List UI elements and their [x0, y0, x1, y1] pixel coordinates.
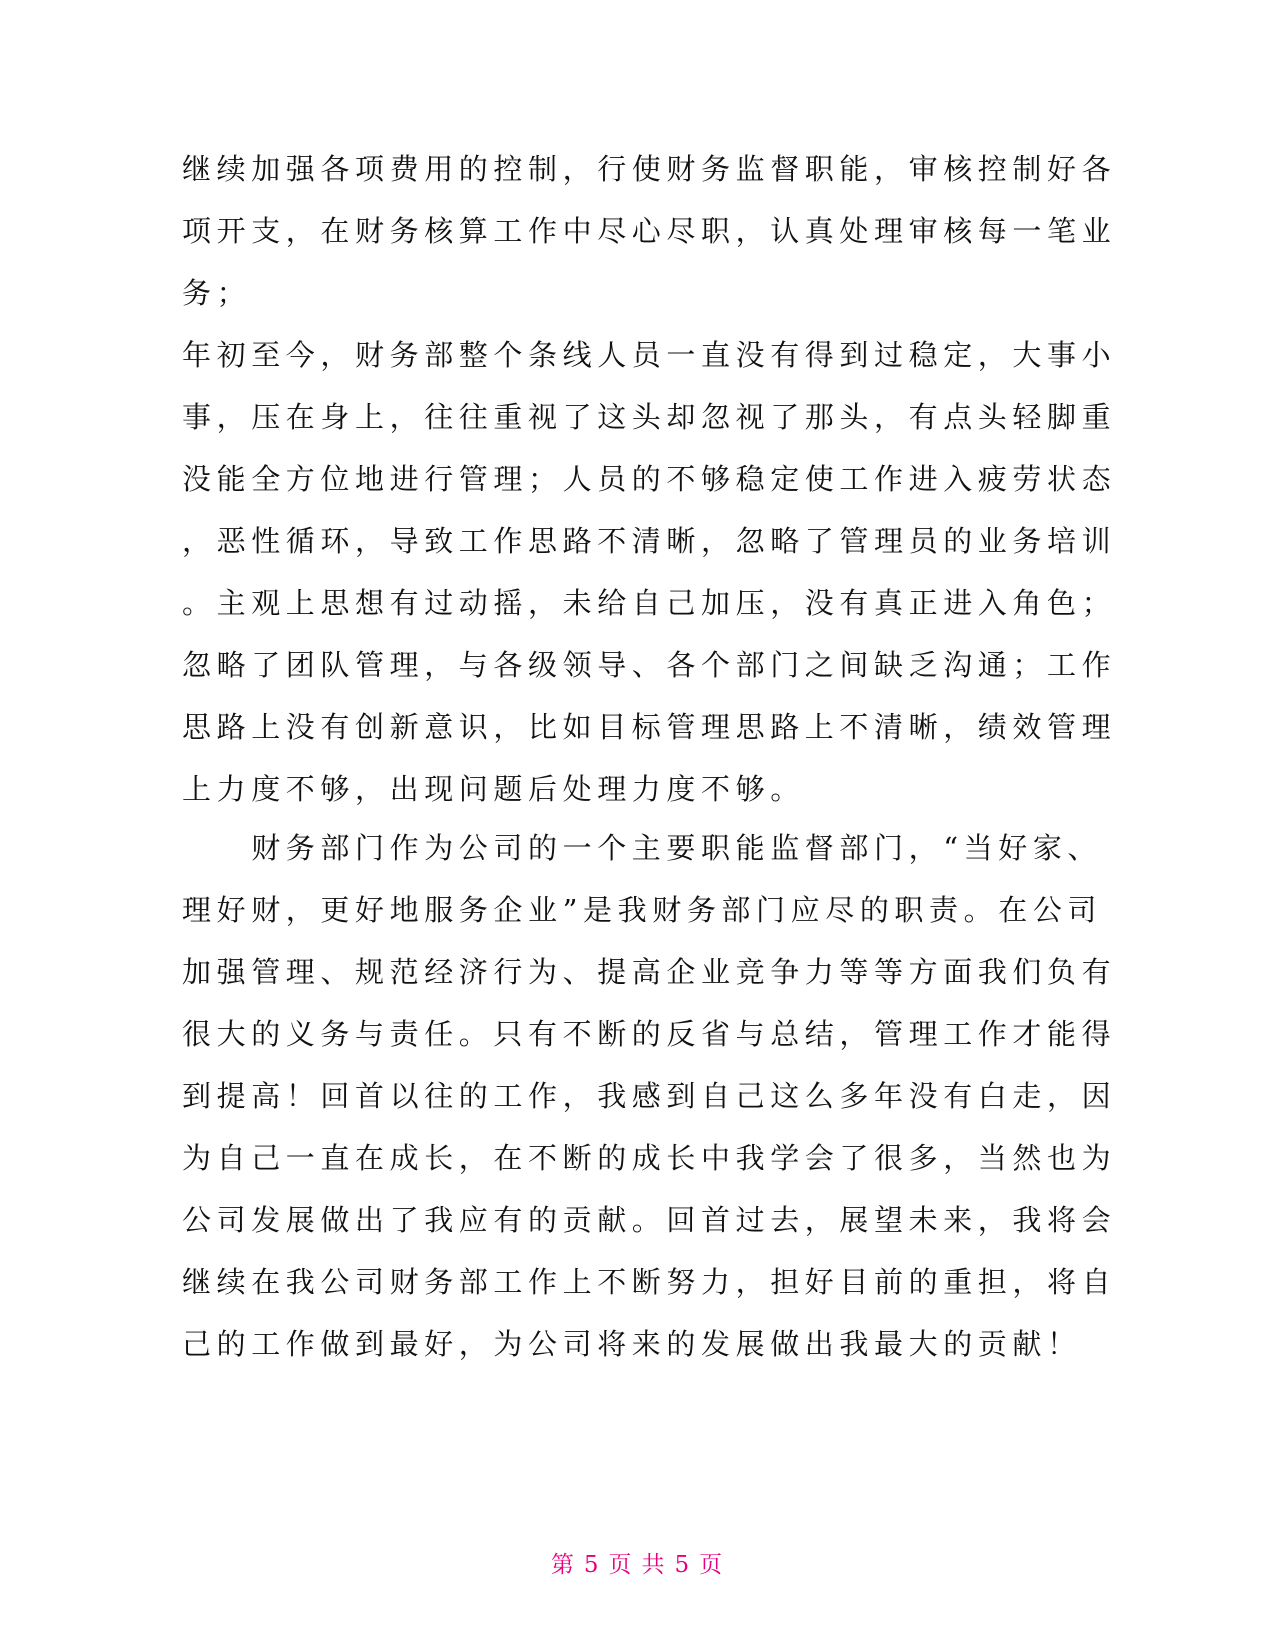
footer-page-word: 页 [608, 1552, 634, 1578]
footer-total-word: 共 [641, 1552, 667, 1578]
text-line: 思路上没有创新意识，比如目标管理思路上不清晰，绩效管理 [182, 710, 1117, 744]
paragraph-block-1 [182, 138, 1117, 820]
footer-prefix: 第 [550, 1552, 576, 1578]
footer-total-pages: 5 [674, 1552, 692, 1578]
footer-current-page: 5 [583, 1552, 601, 1578]
text-line: 到提高！回首以往的工作，我感到自己这么多年没有白走，因 [182, 1079, 1117, 1113]
text-line: ，恶性循环，导致工作思路不清晰，忽略了管理员的业务培训 [182, 524, 1117, 558]
text-line: 。主观上思想有过动摇，未给自己加压，没有真正进入角色； [182, 586, 1117, 620]
text-line: 上力度不够，出现问题后处理力度不够。 [182, 772, 805, 806]
text-line: 年初至今，财务部整个条线人员一直没有得到过稳定，大事小 [182, 338, 1117, 372]
text-line: 继续加强各项费用的控制，行使财务监督职能，审核控制好各 [182, 152, 1117, 186]
text-line: 事，压在身上，往往重视了这头却忽视了那头，有点头轻脚重 [182, 400, 1117, 434]
paragraph-block-2 [182, 817, 1117, 1375]
text-line: 忽略了团队管理，与各级领导、各个部门之间缺乏沟通；工作 [182, 648, 1117, 682]
text-line: 财务部门作为公司的一个主要职能监督部门，“当好家、 [182, 831, 1103, 865]
text-line: 加强管理、规范经济行为、提高企业竞争力等等方面我们负有 [182, 955, 1117, 989]
page-number-footer [0, 1546, 1275, 1579]
footer-suffix: 页 [699, 1552, 725, 1578]
text-line: 继续在我公司财务部工作上不断努力，担好目前的重担，将自 [182, 1265, 1117, 1299]
text-line: 为自己一直在成长，在不断的成长中我学会了很多，当然也为 [182, 1141, 1117, 1175]
text-line: 理好财，更好地服务企业”是我财务部门应尽的职责。在公司 [182, 893, 1103, 927]
text-line: 公司发展做出了我应有的贡献。回首过去，展望未来，我将会 [182, 1203, 1117, 1237]
text-line: 项开支，在财务核算工作中尽心尽职，认真处理审核每一笔业 [182, 214, 1117, 248]
text-line: 很大的义务与责任。只有不断的反省与总结，管理工作才能得 [182, 1017, 1117, 1051]
text-line: 己的工作做到最好，为公司将来的发展做出我最大的贡献！ [182, 1327, 1082, 1361]
text-line: 没能全方位地进行管理；人员的不够稳定使工作进入疲劳状态 [182, 462, 1117, 496]
text-line: 务； [182, 276, 252, 310]
